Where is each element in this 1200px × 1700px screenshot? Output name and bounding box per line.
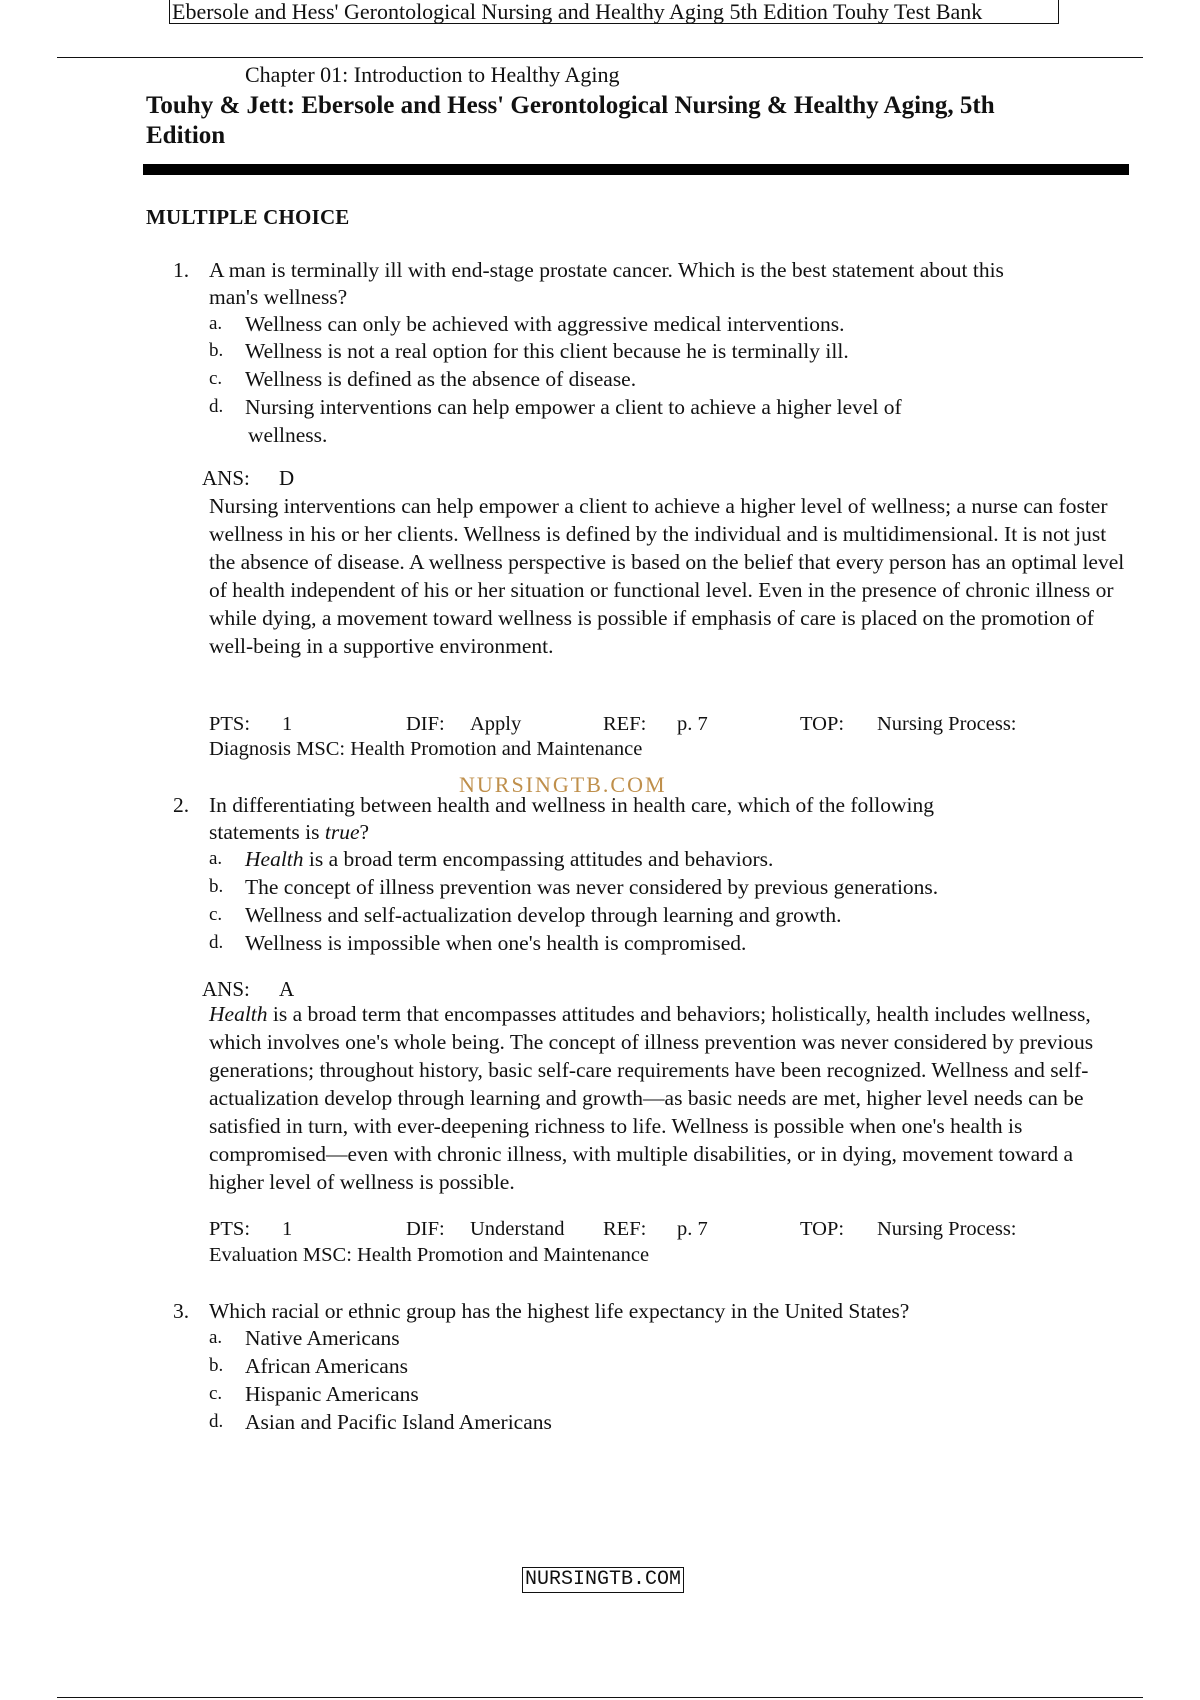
top-value: Nursing Process:: [877, 713, 1017, 735]
msc-line: Evaluation MSC: Health Promotion and Maintenance: [209, 1244, 650, 1266]
question-stem: Which racial or ethnic group has the highest life expectancy in the United States?: [209, 1299, 910, 1323]
ref-label: REF:: [603, 1218, 647, 1240]
question-number: 1.: [173, 258, 190, 282]
option-letter: a.: [209, 1327, 223, 1348]
bottom-rule: [57, 1697, 1143, 1698]
top-label: TOP:: [800, 1218, 845, 1240]
question-number: 3.: [173, 1299, 190, 1323]
dif-value: Understand: [470, 1218, 565, 1240]
option-text: Wellness can only be achieved with aggressive medical interventions.: [245, 312, 845, 336]
dif-label: DIF:: [406, 713, 445, 735]
answer-value: A: [279, 977, 295, 1001]
option-text: Health is a broad term encompassing attitudes and behaviors.: [245, 847, 774, 871]
option-letter: c.: [209, 904, 223, 925]
top-label: TOP:: [800, 713, 845, 735]
ref-label: REF:: [603, 713, 647, 735]
option-text: African Americans: [245, 1354, 408, 1378]
rationale: Health is a broad term that encompasses attitudes and behaviors; holistically, health includes wellness, which involves one's whole being. The concept of illness prevention was never considered by previous generations; throughout history, basic self-care requirements have been recognized. Wellness and self-actualization develop through learning and growth—as basic needs are met, higher level needs can be satisfied in turn, with ever-deepening richness to life. Wellness is possible when one's health is compromised—even with chronic illness, with multiple disabilities, or in dying, movement toward a higher level of wellness is possible.: [209, 1002, 1094, 1194]
title-divider: [143, 164, 1129, 175]
option-letter: d.: [209, 396, 224, 417]
pts-value: 1: [282, 713, 293, 735]
dif-value: Apply: [470, 713, 522, 735]
option-letter: b.: [209, 340, 224, 361]
option-text: Native Americans: [245, 1326, 400, 1350]
ref-value: p. 7: [677, 1218, 708, 1240]
book-title-line1: Touhy & Jett: Ebersole and Hess' Gerontological Nursing & Healthy Aging, 5th: [146, 92, 995, 119]
option-text-continued: wellness.: [248, 423, 328, 447]
top-value: Nursing Process:: [877, 1218, 1017, 1240]
rationale: Nursing interventions can help empower a client to achieve a higher level of wellness; a nurse can foster wellness in his or her clients. Wellness is defined by the individual and is multidimensional. It is not just the absence of disease. A wellness perspective is based on the belief that every person has an optimal level of health independent of his or her situation or functional level. Even in the presence of chronic illness or while dying, a movement toward wellness is possible if emphasis of care is placed on the promotion of well-being in a supportive environment.: [209, 494, 1125, 658]
option-text: Wellness is not a real option for this client because he is terminally ill.: [245, 339, 849, 363]
question-stem: man's wellness?: [209, 285, 348, 309]
question-stem: statements is true?: [209, 820, 370, 844]
pts-label: PTS:: [209, 713, 251, 735]
answer-value: D: [279, 466, 295, 490]
document-banner: Ebersole and Hess' Gerontological Nursing and Healthy Aging 5th Edition Touhy Test Bank: [169, 0, 1059, 24]
option-letter: b.: [209, 876, 224, 897]
option-letter: b.: [209, 1355, 224, 1376]
section-heading: MULTIPLE CHOICE: [146, 205, 350, 229]
answer-label: ANS:: [202, 977, 250, 1001]
option-text: Nursing interventions can help empower a client to achieve a higher level of: [245, 395, 902, 419]
option-text: Wellness is impossible when one's health is compromised.: [245, 931, 747, 955]
option-text: Wellness and self-actualization develop through learning and growth.: [245, 903, 842, 927]
book-title-line2: Edition: [146, 122, 226, 149]
dif-label: DIF:: [406, 1218, 445, 1240]
answer-label: ANS:: [202, 466, 250, 490]
option-text: Wellness is defined as the absence of disease.: [245, 367, 637, 391]
option-letter: d.: [209, 932, 224, 953]
question-number: 2.: [173, 793, 190, 817]
option-text: Hispanic Americans: [245, 1382, 419, 1406]
question-stem: A man is terminally ill with end-stage prostate cancer. Which is the best statement about this: [209, 258, 1004, 282]
pts-label: PTS:: [209, 1218, 251, 1240]
ref-value: p. 7: [677, 713, 708, 735]
option-text: The concept of illness prevention was never considered by previous generations.: [245, 875, 939, 899]
msc-line: Diagnosis MSC: Health Promotion and Maintenance: [209, 738, 643, 760]
option-letter: a.: [209, 313, 223, 334]
top-rule: [57, 57, 1143, 58]
footer-watermark: NURSINGTB.COM: [522, 1567, 684, 1593]
option-letter: d.: [209, 1411, 224, 1432]
question-stem: In differentiating between health and wellness in health care, which of the following: [209, 793, 934, 817]
option-letter: c.: [209, 1383, 223, 1404]
option-text: Asian and Pacific Island Americans: [245, 1410, 552, 1434]
watermark-text: NURSINGTB.COM: [459, 772, 667, 797]
option-letter: a.: [209, 848, 223, 869]
option-letter: c.: [209, 368, 223, 389]
chapter-heading: Chapter 01: Introduction to Healthy Aging: [245, 62, 620, 87]
pts-value: 1: [282, 1218, 293, 1240]
